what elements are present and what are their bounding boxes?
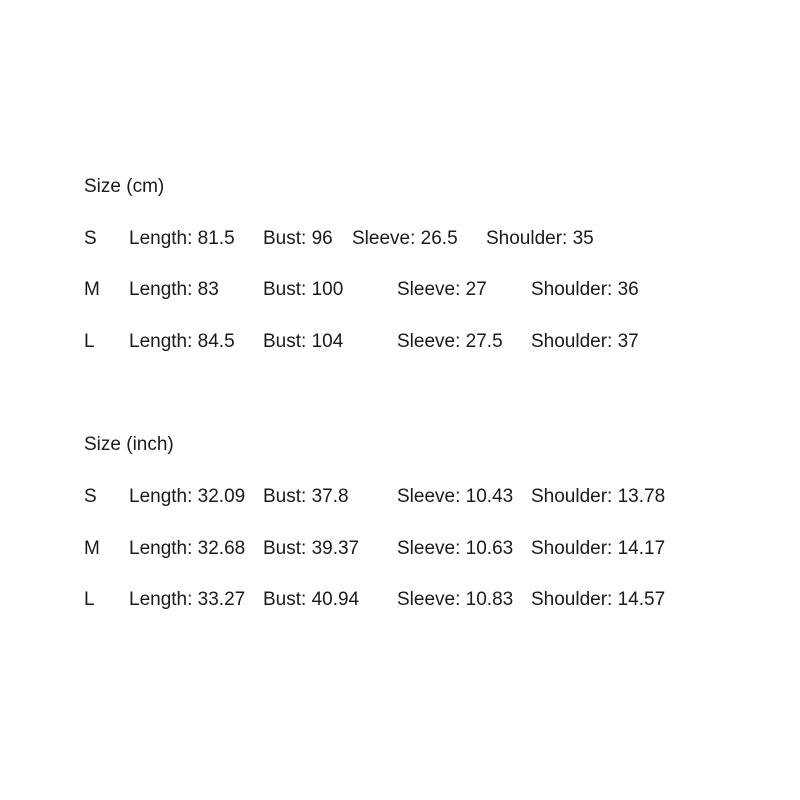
- sleeve-value: Sleeve: 10.43: [397, 486, 514, 507]
- bust-value: Bust: 39.37: [263, 538, 360, 559]
- size-label: S: [84, 486, 97, 507]
- length-value: Length: 84.5: [129, 331, 235, 352]
- length-value: Length: 81.5: [129, 228, 235, 249]
- size-label: M: [84, 538, 100, 559]
- length-value: Length: 32.09: [129, 486, 246, 507]
- length-value: Length: 33.27: [129, 589, 246, 610]
- bust-value: Bust: 96: [263, 228, 333, 249]
- sleeve-value: Sleeve: 10.63: [397, 538, 514, 559]
- shoulder-value: Shoulder: 14.57: [531, 589, 666, 610]
- section-heading-cm: Size (cm): [84, 176, 165, 197]
- bust-value: Bust: 37.8: [263, 486, 349, 507]
- section-heading-inch: Size (inch): [84, 434, 174, 455]
- sleeve-value: Sleeve: 27.5: [397, 331, 503, 352]
- shoulder-value: Shoulder: 14.17: [531, 538, 666, 559]
- size-label: M: [84, 279, 100, 300]
- shoulder-value: Shoulder: 37: [531, 331, 639, 352]
- shoulder-value: Shoulder: 13.78: [531, 486, 666, 507]
- shoulder-value: Shoulder: 36: [531, 279, 639, 300]
- sleeve-value: Sleeve: 26.5: [352, 228, 458, 249]
- bust-value: Bust: 104: [263, 331, 344, 352]
- size-label: L: [84, 331, 95, 352]
- shoulder-value: Shoulder: 35: [486, 228, 594, 249]
- bust-value: Bust: 100: [263, 279, 344, 300]
- sleeve-value: Sleeve: 10.83: [397, 589, 514, 610]
- length-value: Length: 83: [129, 279, 219, 300]
- sleeve-value: Sleeve: 27: [397, 279, 487, 300]
- bust-value: Bust: 40.94: [263, 589, 360, 610]
- size-label: L: [84, 589, 95, 610]
- length-value: Length: 32.68: [129, 538, 246, 559]
- size-label: S: [84, 228, 97, 249]
